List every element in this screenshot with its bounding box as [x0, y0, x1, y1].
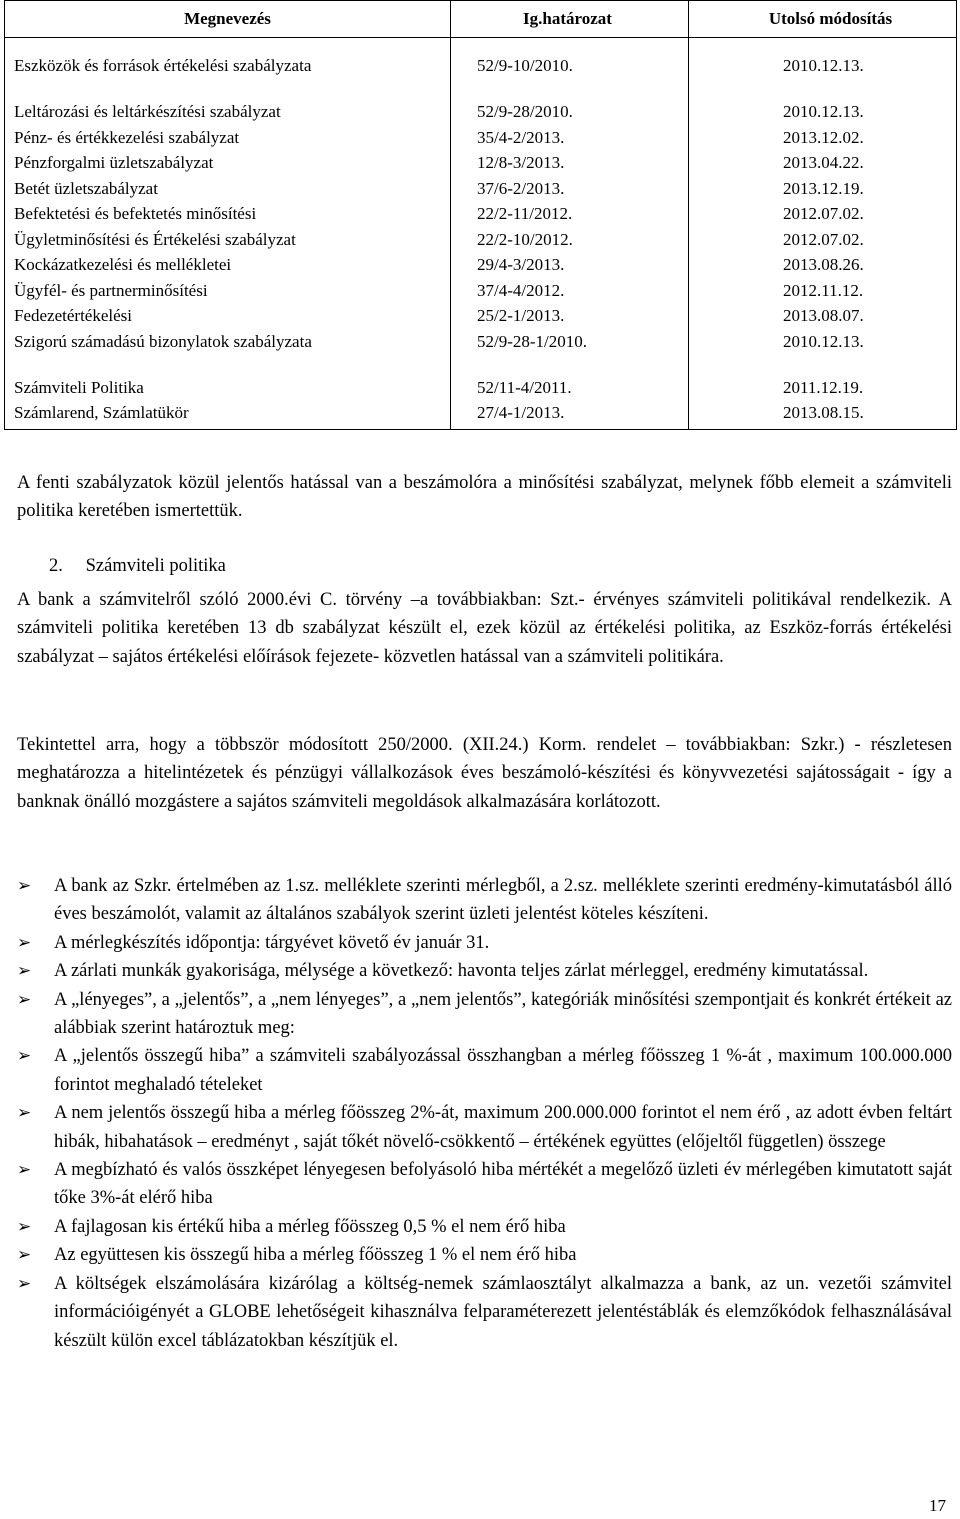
arrowhead-bullet-icon: ➢: [17, 1046, 32, 1067]
accounting-policy-paragraph: A bank a számvitelről szóló 2000.évi C. törvény –a továbbiakban: Szt.- érvényes számviteli politikával rendelkezik. A számviteli politika keretében 13 db szabályzat készült el, ezek közül az értékelési politika, az Eszköz-forrás értékelési szabályzat – sajátos értékelési előírások fejezete- közvetlen hatással van a számviteli politikára.: [17, 590, 952, 667]
table-row: [5, 281, 957, 307]
cell-name: Pénzforgalmi üzletszabályzat: [5, 153, 451, 179]
cell-name: Ügyletminősítési és Értékelési szabályzat: [5, 230, 451, 256]
arrowhead-bullet-icon: ➢: [17, 1245, 32, 1266]
table-spacer-row: [5, 38, 957, 57]
arrowhead-bullet-icon: ➢: [17, 961, 32, 982]
arrowhead-bullet-icon: ➢: [17, 1273, 32, 1294]
table-row: [5, 153, 957, 179]
cell-modified: 2010.12.13.: [689, 332, 957, 378]
cell-resolution: 37/4-4/2012.: [451, 281, 689, 307]
section-title: Számviteli politika: [85, 556, 226, 576]
column-header-name: Megnevezés: [5, 1, 451, 38]
cell-resolution: 52/11-4/2011.: [451, 378, 689, 404]
bullet-text: Az együttesen kis összegű hiba a mérleg főösszeg 1 % el nem érő hiba: [54, 1245, 577, 1266]
cell-name: Kockázatkezelési és mellékletei: [5, 255, 451, 281]
cell-modified: 2013.08.26.: [689, 255, 957, 281]
list-item: [17, 1270, 952, 1355]
table-row: [5, 128, 957, 154]
cell-modified: 2010.12.13.: [689, 102, 957, 128]
section-heading: [17, 552, 952, 580]
cell-resolution: 52/9-28/2010.: [451, 102, 689, 128]
column-header-modified: Utolsó módosítás: [689, 1, 957, 38]
column-header-resolution: Ig.határozat: [451, 1, 689, 38]
cell-resolution: 12/8-3/2013.: [451, 153, 689, 179]
regulation-context-paragraph: Tekintettel arra, hogy a többször módosított 250/2000. (XII.24.) Korm. rendelet – továbbiakban: Szkr.) - részletesen meghatározza a hitelintézetek és pénzügyi vállalkozások éves beszámoló-készítési és könyvvezetési sajátosságait - így a banknak önálló mozgástere a sajátos számviteli megoldások alkalmazására korlátozott.: [17, 735, 952, 812]
cell-name: Számviteli Politika: [5, 378, 451, 404]
list-item: [17, 1099, 952, 1156]
cell-name: Befektetési és befektetés minősítési: [5, 204, 451, 230]
cell-modified: 2010.12.13.: [689, 56, 957, 102]
cell-resolution: 29/4-3/2013.: [451, 255, 689, 281]
arrowhead-bullet-icon: ➢: [17, 876, 32, 896]
table-row: [5, 102, 957, 128]
section-number: 2.: [49, 556, 63, 576]
table-row: [5, 378, 957, 404]
bullet-text: A bank az Szkr. értelmében az 1.sz. melléklete szerinti mérlegből, a 2.sz. melléklete szerinti eredmény-kimutatásból álló éves beszámolót, valamit az általános szabályok szerint üzleti jelentést köteles készíteni.: [54, 876, 952, 925]
cell-resolution: 27/4-1/2013.: [451, 403, 689, 429]
table-row: [5, 306, 957, 332]
cell-name: Fedezetértékelési: [5, 306, 451, 332]
intro-paragraph: A fenti szabályzatok közül jelentős hatással van a beszámolóra a minősítési szabályzat, melynek főbb elemeit a számviteli politika keretében ismertettük.: [17, 473, 952, 522]
bullet-text: A zárlati munkák gyakorisága, mélysége a következő: havonta teljes zárlat mérleggel, eredmény kimutatással.: [54, 961, 869, 982]
arrowhead-bullet-icon: ➢: [17, 932, 32, 953]
bullet-text: A fajlagosan kis értékű hiba a mérleg főösszeg 0,5 % el nem érő hiba: [54, 1216, 566, 1237]
table-row: [5, 332, 957, 378]
bullet-text: A megbízható és valós összképet lényegesen befolyásoló hiba mértékét a megelőző üzleti év mérlegében kimutatott saját tőke 3%-át elérő hiba: [54, 1160, 952, 1209]
cell-modified: 2013.08.15.: [689, 403, 957, 429]
bullet-text: A nem jelentős összegű hiba a mérleg főösszeg 2%-át, maximum 200.000.000 forintot el nem érő , az adott évben feltárt hibák, hibahatások – eredményt , saját tőkét növelő-csökkentő – értékének együttes (előjeltől független) összege: [54, 1103, 952, 1152]
cell-name: Betét üzletszabályzat: [5, 179, 451, 205]
table-row: [5, 179, 957, 205]
bullet-text: A mérlegkészítés időpontja: tárgyévet követő év január 31.: [54, 932, 490, 953]
cell-name: Eszközök és források értékelési szabályzata: [5, 56, 451, 102]
cell-resolution: 22/2-10/2012.: [451, 230, 689, 256]
list-item: [17, 1042, 952, 1099]
list-item: [17, 1241, 952, 1269]
arrowhead-bullet-icon: ➢: [17, 1103, 32, 1124]
table-header-row: [5, 1, 957, 38]
bullet-text: A költségek elszámolására kizárólag a költség-nemek számlaosztályt alkalmazza a bank, az un. vezetői számvitel információigényét a GLOBE lehetőségeit kihasználva felparaméterezett jelentéstáblák és elemzőkódok felhasználásával készült külön excel táblázatokban készítjük el.: [54, 1273, 952, 1351]
cell-name: Szigorú számadású bizonylatok szabályzata: [5, 332, 451, 378]
page-number: 17: [929, 1496, 946, 1515]
table-row: [5, 255, 957, 281]
cell-resolution: 52/9-28-1/2010.: [451, 332, 689, 378]
regulations-table: [4, 0, 957, 430]
table-row: [5, 204, 957, 230]
arrowhead-bullet-icon: ➢: [17, 1160, 32, 1181]
bullet-text: A „lényeges”, a „jelentős”, a „nem lényeges”, a „nem jelentős”, kategóriák minősítési szempontjait és konkrét értékeit az alábbiak szerint határoztuk meg:: [54, 989, 952, 1039]
cell-modified: 2013.04.22.: [689, 153, 957, 179]
cell-resolution: 25/2-1/2013.: [451, 306, 689, 332]
cell-name: Számlarend, Számlatükör: [5, 403, 451, 429]
cell-name: Leltározási és leltárkészítési szabályzat: [5, 102, 451, 128]
cell-modified: 2012.07.02.: [689, 204, 957, 230]
cell-resolution: 22/2-11/2012.: [451, 204, 689, 230]
table-row: [5, 230, 957, 256]
cell-modified: 2013.08.07.: [689, 306, 957, 332]
cell-resolution: 37/6-2/2013.: [451, 179, 689, 205]
list-item: [17, 1156, 952, 1213]
list-item: [17, 986, 952, 1043]
cell-name: Pénz- és értékkezelési szabályzat: [5, 128, 451, 154]
cell-modified: 2011.12.19.: [689, 378, 957, 404]
list-item: [17, 872, 952, 929]
list-item: [17, 1213, 952, 1241]
policy-bullet-list: [17, 872, 952, 1355]
list-item: [17, 957, 952, 985]
table-row: [5, 56, 957, 102]
arrowhead-bullet-icon: ➢: [17, 989, 32, 1010]
cell-resolution: 35/4-2/2013.: [451, 128, 689, 154]
cell-modified: 2012.11.12.: [689, 281, 957, 307]
cell-modified: 2012.07.02.: [689, 230, 957, 256]
cell-name: Ügyfél- és partnerminősítési: [5, 281, 451, 307]
list-item: [17, 929, 952, 957]
arrowhead-bullet-icon: ➢: [17, 1216, 32, 1237]
cell-resolution: 52/9-10/2010.: [451, 56, 689, 102]
cell-modified: 2013.12.19.: [689, 179, 957, 205]
bullet-text: A „jelentős összegű hiba” a számviteli szabályozással összhangban a mérleg főösszeg 1 %-át , maximum 100.000.000 forintot meghaladó tételeket: [54, 1046, 952, 1095]
table-row: [5, 403, 957, 429]
cell-modified: 2013.12.02.: [689, 128, 957, 154]
